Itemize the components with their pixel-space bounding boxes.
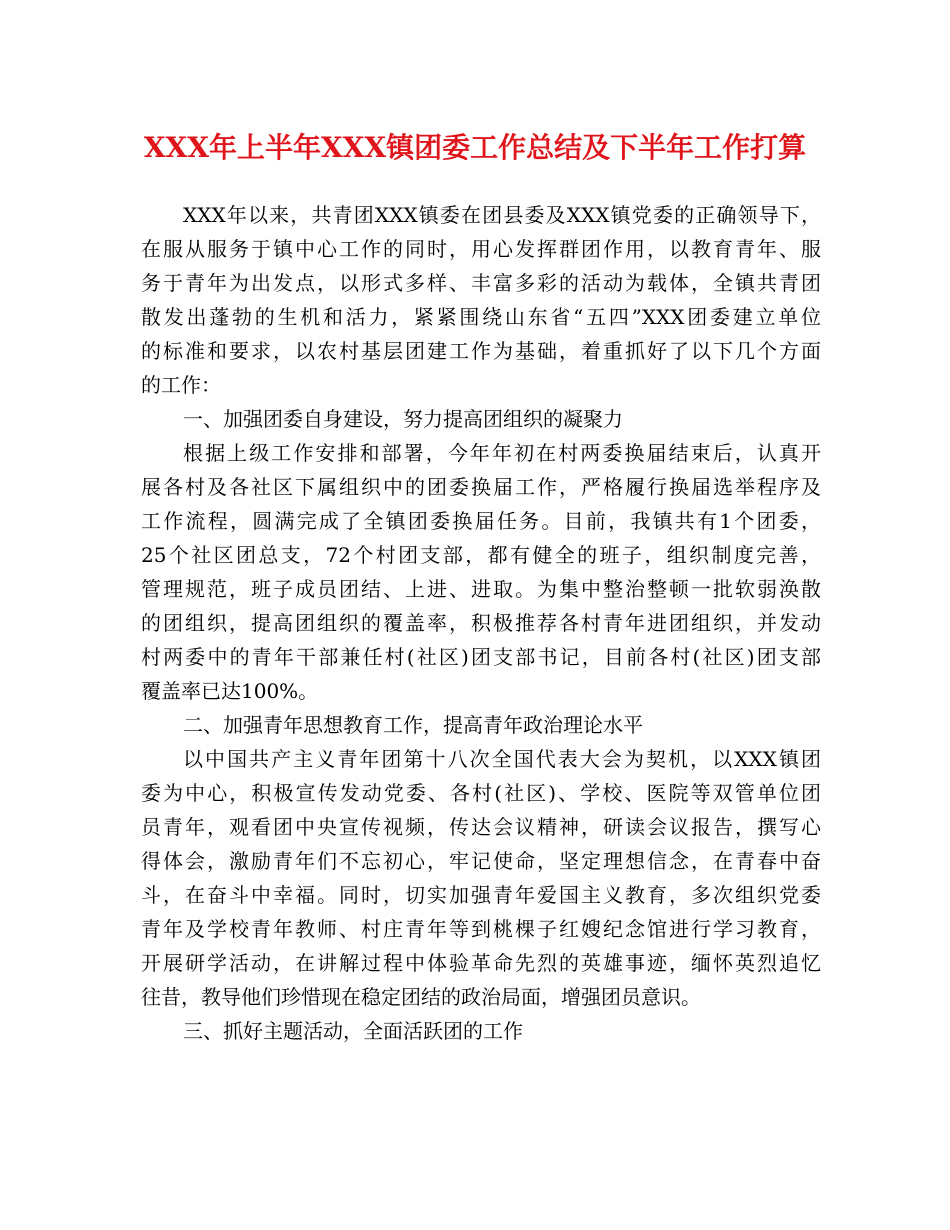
document-body <box>141 198 821 1048</box>
text-line: 一、加强团委自身建设，努力提高团组织的凝聚力 <box>183 407 623 431</box>
text-line: 务于青年为出发点，以形式多样、丰富多彩的活动为载体，全镇共青团 <box>141 271 821 295</box>
text-line: 工作流程，圆满完成了全镇团委换届任务。目前，我镇共有1个团委， <box>141 509 821 533</box>
text-line: 管理规范，班子成员团结、上进、进取。为集中整治整顿一批软弱涣散 <box>141 577 821 601</box>
text-line: 村两委中的青年干部兼任村(社区)团支部书记，目前各村(社区)团支部 <box>141 645 821 669</box>
text-line: 的标准和要求，以农村基层团建工作为基础，着重抓好了以下几个方面 <box>141 339 821 363</box>
text-line: 往昔，教导他们珍惜现在稳定团结的政治局面，增强团员意识。 <box>141 985 701 1009</box>
text-line: 员青年，观看团中央宣传视频，传达会议精神，研读会议报告，撰写心 <box>141 815 821 839</box>
text-line: XXX年以来，共青团XXX镇委在团县委及XXX镇党委的正确领导下， <box>183 203 821 227</box>
text-line: 青年及学校青年教师、村庄青年等到桃棵子红嫂纪念馆进行学习教育， <box>141 917 821 941</box>
text-line: 25个社区团总支，72个村团支部，都有健全的班子，组织制度完善， <box>141 543 821 567</box>
text-line: 以中国共产主义青年团第十八次全国代表大会为契机，以XXX镇团 <box>183 747 821 771</box>
text-line: 斗，在奋斗中幸福。同时，切实加强青年爱国主义教育，多次组织党委 <box>141 883 821 907</box>
document-title: XXX年上半年XXX镇团委工作总结及下半年工作打算 <box>143 131 807 164</box>
text-line: 二、加强青年思想教育工作，提高青年政治理论水平 <box>183 713 643 737</box>
text-line: 开展研学活动，在讲解过程中体验革命先烈的英雄事迹，缅怀英烈追忆 <box>141 951 821 975</box>
text-line: 展各村及各社区下属组织中的团委换届工作，严格履行换届选举程序及 <box>141 475 821 499</box>
text-line: 得体会，激励青年们不忘初心，牢记使命，坚定理想信念，在青春中奋 <box>141 849 821 873</box>
text-line: 三、抓好主题活动，全面活跃团的工作 <box>183 1019 523 1043</box>
text-line: 在服从服务于镇中心工作的同时，用心发挥群团作用，以教育青年、服 <box>141 237 821 261</box>
text-line: 的团组织，提高团组织的覆盖率，积极推荐各村青年进团组织，并发动 <box>141 611 821 635</box>
text-line: 覆盖率已达100%。 <box>141 679 319 703</box>
text-line: 散发出蓬勃的生机和活力，紧紧围绕山东省“五四”XXX团委建立单位 <box>141 305 821 329</box>
text-line: 委为中心，积极宣传发动党委、各村(社区)、学校、医院等双管单位团 <box>141 781 821 805</box>
text-line: 根据上级工作安排和部署，今年年初在村两委换届结束后，认真开 <box>183 441 821 465</box>
text-line: 的工作： <box>141 373 221 397</box>
